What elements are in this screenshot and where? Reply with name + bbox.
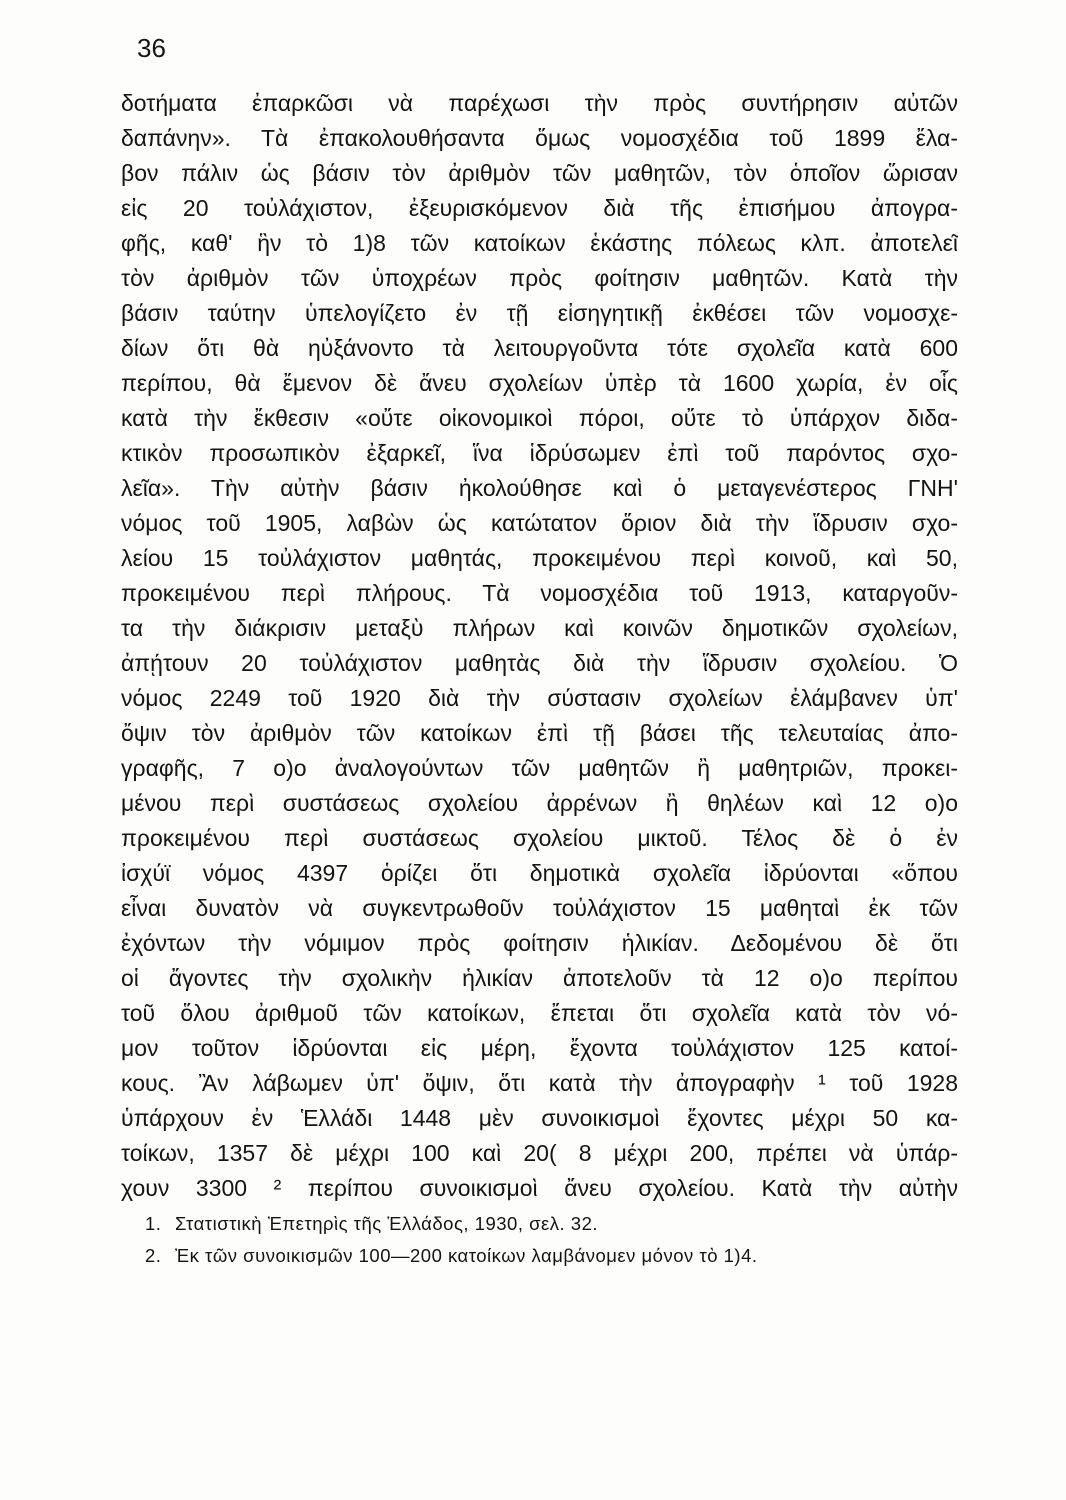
footnote — [145, 1208, 965, 1240]
text-line: χουν 3300 ² περίπου συνοικισμοὶ ἄνευ σχολείου. Κατὰ τὴν αὐτὴν — [121, 1175, 958, 1201]
text-line: ἰσχύϊ νόμος 4397 ὁρίζει ὅτι δημοτικὰ σχολεῖα ἱδρύονται «ὅπου — [121, 860, 958, 886]
text-line: τοῦ ὅλου ἀριθμοῦ τῶν κατοίκων, ἔπεται ὅτι σχολεῖα κατὰ τὸν νό- — [121, 1000, 958, 1026]
text-line: νόμος τοῦ 1905, λαβὼν ὡς κατώτατον ὅριον διὰ τὴν ἵδρυσιν σχο- — [121, 510, 958, 536]
body-text — [121, 86, 958, 1206]
text-line: ὑπάρχουν ἐν Ἑλλάδι 1448 μὲν συνοικισμοὶ ἔχοντες μέχρι 50 κα- — [121, 1105, 958, 1131]
text-line: τοίκων, 1357 δὲ μέχρι 100 καὶ 20( 8 μέχρι 200, πρέπει νὰ ὑπάρ- — [121, 1140, 958, 1166]
text-line: προκειμένου περὶ πλήρους. Τὰ νομοσχέδια τοῦ 1913, καταργοῦν- — [121, 580, 958, 606]
text-line: εἰς 20 τοὐλάχιστον, ἐξευρισκόμενον διὰ τῆς ἐπισήμου ἀπογρα- — [121, 195, 958, 221]
footnote-marker: 1. — [145, 1213, 162, 1234]
text-line: λεῖα». Τὴν αὐτὴν βάσιν ἠκολούθησε καὶ ὁ μεταγενέστερος ΓΝΗ' — [121, 475, 958, 501]
text-line: κατὰ τὴν ἔκθεσιν «οὔτε οἰκονομικοὶ πόροι, οὔτε τὸ ὑπάρχον διδα- — [121, 405, 958, 431]
text-line: εἶναι δυνατὸν νὰ συγκεντρωθοῦν τοὐλάχιστον 15 μαθηταὶ ἐκ τῶν — [121, 895, 958, 921]
page-number: 36 — [137, 33, 166, 63]
text-line: μον τοῦτον ἱδρύονται εἰς μέρη, ἔχοντα τοὐλάχιστον 125 κατοί- — [121, 1035, 958, 1061]
text-line: μένου περὶ συστάσεως σχολείου ἀρρένων ἢ θηλέων καὶ 12 ο)ο — [121, 790, 958, 816]
text-line: λείου 15 τοὐλάχιστον μαθητάς, προκειμένου περὶ κοινοῦ, καὶ 50, — [121, 545, 958, 571]
text-line: ἀπῄτουν 20 τοὐλάχιστον μαθητὰς διὰ τὴν ἵδρυσιν σχολείου. Ὁ — [121, 650, 958, 676]
text-line: βάσιν ταύτην ὑπελογίζετο ἐν τῇ εἰσηγητικῇ ἐκθέσει τῶν νομοσχε- — [121, 300, 958, 326]
text-line: τὸν ἀριθμὸν τῶν ὑποχρέων πρὸς φοίτησιν μαθητῶν. Κατὰ τὴν — [121, 265, 958, 291]
text-line: κους. Ἂν λάβωμεν ὑπ' ὄψιν, ὅτι κατὰ τὴν ἀπογραφὴν ¹ τοῦ 1928 — [121, 1070, 958, 1096]
text-line: δίων ὅτι θὰ ηὐξάνοντο τὰ λειτουργοῦντα τότε σχολεῖα κατὰ 600 — [121, 335, 958, 361]
text-line: φῆς, καθ' ἣν τὸ 1)8 τῶν κατοίκων ἑκάστης πόλεως κλπ. ἀποτελεῖ — [121, 230, 958, 256]
text-line: δαπάνην». Τὰ ἐπακολουθήσαντα ὅμως νομοσχέδια τοῦ 1899 ἔλα- — [121, 125, 958, 151]
text-line: τα τὴν διάκρισιν μεταξὺ πλήρων καὶ κοινῶν δημοτικῶν σχολείων, — [121, 615, 958, 641]
text-line: νόμος 2249 τοῦ 1920 διὰ τὴν σύστασιν σχολείων ἐλάμβανεν ὑπ' — [121, 685, 958, 711]
text-line: ἐχόντων τὴν νόμιμον πρὸς φοίτησιν ἡλικίαν. Δεδομένου δὲ ὅτι — [121, 930, 958, 956]
text-line: προκειμένου περὶ συστάσεως σχολείου μικτοῦ. Τέλος δὲ ὁ ἐν — [121, 825, 958, 851]
footnote — [145, 1240, 965, 1272]
footnote-text: Ἐκ τῶν συνοικισμῶν 100—200 κατοίκων λαμβάνομεν μόνον τὸ 1)4. — [175, 1245, 758, 1266]
footnote-marker: 2. — [145, 1245, 162, 1266]
text-line: κτικὸν προσωπικὸν ἐξαρκεῖ, ἵνα ἱδρύσωμεν ἐπὶ τοῦ παρόντος σχο- — [121, 440, 958, 466]
text-line: γραφῆς, 7 ο)ο ἀναλογούντων τῶν μαθητῶν ἢ μαθητριῶν, προκει- — [121, 755, 958, 781]
text-line: βον πάλιν ὡς βάσιν τὸν ἀριθμὸν τῶν μαθητῶν, τὸν ὁποῖον ὥρισαν — [121, 160, 958, 186]
text-line: οἱ ἄγοντες τὴν σχολικὴν ἡλικίαν ἀποτελοῦν τὰ 12 ο)ο περίπου — [121, 965, 958, 991]
footnotes — [145, 1208, 965, 1272]
text-line: δοτήματα ἐπαρκῶσι νὰ παρέχωσι τὴν πρὸς συντήρησιν αὐτῶν — [121, 90, 958, 116]
text-line: περίπου, θὰ ἔμενον δὲ ἄνευ σχολείων ὑπὲρ τὰ 1600 χωρία, ἐν οἷς — [121, 370, 958, 396]
footnote-text: Στατιστικὴ Ἐπετηρὶς τῆς Ἑλλάδος, 1930, σελ. 32. — [175, 1213, 599, 1234]
text-line: ὄψιν τὸν ἀριθμὸν τῶν κατοίκων ἐπὶ τῇ βάσει τῆς τελευταίας ἀπο- — [121, 720, 958, 746]
